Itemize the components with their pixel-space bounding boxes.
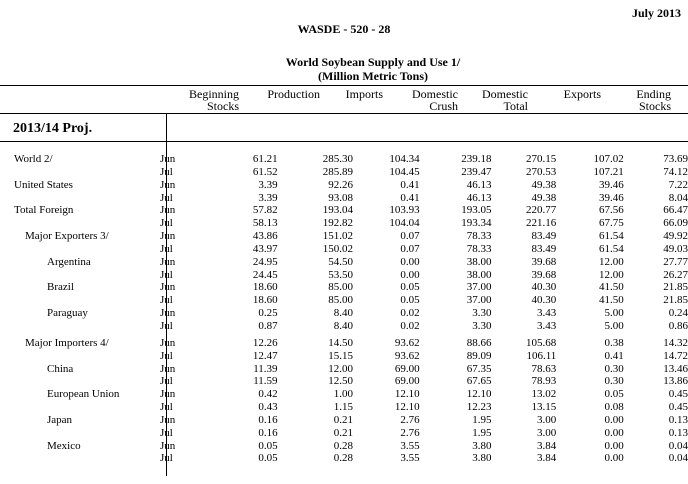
value-cell: 0.07 xyxy=(400,242,420,255)
header-line: Ending xyxy=(636,87,671,101)
value-cell: 24.95 xyxy=(252,255,278,268)
value-cell: 24.45 xyxy=(252,268,278,281)
value-cell: 14.50 xyxy=(328,336,354,349)
row-month: Jun xyxy=(160,153,176,165)
row-month: Jun xyxy=(160,255,176,268)
row-label xyxy=(0,375,160,388)
row-month: Jun xyxy=(160,388,176,401)
spacer-cell xyxy=(204,166,233,179)
header-line: Crush xyxy=(429,99,458,113)
row-label: Brazil xyxy=(47,281,74,294)
row-month: Jun xyxy=(160,281,176,294)
spacer-cell xyxy=(204,256,233,269)
value-cell: 41.50 xyxy=(598,294,624,307)
value-cell: 0.00 xyxy=(400,255,420,268)
value-cell: 40.30 xyxy=(531,294,557,307)
value-cell: 69.00 xyxy=(394,375,420,388)
value-cell: 0.25 xyxy=(258,307,278,320)
value-cell: 49.03 xyxy=(663,242,688,255)
value-cell: 0.87 xyxy=(258,319,278,332)
value-cell: 0.42 xyxy=(258,388,278,401)
value-cell: 12.23 xyxy=(466,401,492,414)
table-row xyxy=(0,320,688,333)
value-cell: 8.40 xyxy=(333,307,354,320)
value-cell: 88.66 xyxy=(466,336,492,349)
table-row xyxy=(0,414,688,427)
table-row xyxy=(0,401,688,414)
spacer-cell xyxy=(204,204,233,217)
value-cell: 3.30 xyxy=(472,307,492,320)
header-line: Stocks xyxy=(638,99,671,113)
value-cell: 13.02 xyxy=(531,388,557,401)
row-label xyxy=(0,243,160,256)
value-cell: 193.05 xyxy=(461,204,492,217)
spacer-cell xyxy=(204,427,233,440)
spacer-cell xyxy=(204,217,233,230)
value-cell: 14.32 xyxy=(663,336,688,349)
value-cell: 12.50 xyxy=(328,375,354,388)
value-cell: 66.09 xyxy=(663,217,688,230)
value-cell: 39.46 xyxy=(598,178,624,191)
value-cell: 0.86 xyxy=(668,319,688,332)
spacer-cell xyxy=(204,307,233,320)
row-label xyxy=(0,294,160,307)
value-cell: 1.15 xyxy=(333,401,354,414)
table-row xyxy=(0,350,688,363)
value-cell: 3.84 xyxy=(537,452,557,465)
value-cell: 8.04 xyxy=(668,191,688,204)
value-cell: 0.13 xyxy=(668,413,688,426)
value-cell: 0.43 xyxy=(258,401,278,414)
row-month: Jul xyxy=(160,294,173,307)
row-label: Mexico xyxy=(47,439,81,452)
value-cell: 285.30 xyxy=(322,153,354,165)
value-cell: 104.34 xyxy=(389,153,420,165)
value-cell: 0.41 xyxy=(400,191,420,204)
value-cell: 27.77 xyxy=(663,255,688,268)
value-cell: 69.00 xyxy=(394,362,420,375)
value-cell: 78.63 xyxy=(531,362,557,375)
value-cell: 93.62 xyxy=(394,349,420,362)
value-cell: 193.34 xyxy=(461,217,492,230)
value-cell: 285.89 xyxy=(322,165,354,178)
value-cell: 83.49 xyxy=(531,230,557,243)
value-cell: 13.46 xyxy=(663,362,688,375)
value-cell: 13.86 xyxy=(663,375,688,388)
row-month: Jul xyxy=(160,426,173,439)
row-month: Jun xyxy=(160,178,176,191)
value-cell: 2.76 xyxy=(400,413,420,426)
row-label xyxy=(0,166,160,179)
value-cell: 0.38 xyxy=(604,336,624,349)
value-cell: 38.00 xyxy=(466,268,492,281)
row-label: Japan xyxy=(47,413,73,426)
table-row xyxy=(0,269,688,282)
table-row xyxy=(0,243,688,256)
table-row xyxy=(0,427,688,440)
value-cell: 18.60 xyxy=(252,281,278,294)
value-cell: 89.09 xyxy=(466,349,492,362)
value-cell: 74.12 xyxy=(663,165,688,178)
header-bottom-rule xyxy=(0,113,688,114)
value-cell: 0.00 xyxy=(604,413,624,426)
section-rule xyxy=(0,141,688,142)
value-cell: 37.00 xyxy=(466,281,492,294)
value-cell: 12.26 xyxy=(252,336,278,349)
value-cell: 0.41 xyxy=(400,178,420,191)
header-top-rule xyxy=(0,85,688,86)
value-cell: 61.54 xyxy=(598,230,624,243)
spacer-cell xyxy=(204,320,233,333)
row-label: Argentina xyxy=(47,255,91,268)
value-cell: 14.72 xyxy=(663,349,688,362)
value-cell: 3.80 xyxy=(472,452,492,465)
value-cell: 0.21 xyxy=(333,413,354,426)
value-cell: 0.00 xyxy=(604,426,624,439)
row-label: United States xyxy=(14,178,73,191)
table-row xyxy=(0,281,688,294)
value-cell: 0.05 xyxy=(604,388,624,401)
table-row xyxy=(0,307,688,320)
value-cell: 12.47 xyxy=(252,349,278,362)
value-cell: 3.55 xyxy=(400,439,420,452)
value-cell: 3.84 xyxy=(537,439,557,452)
value-cell: 49.38 xyxy=(531,178,557,191)
value-cell: 57.82 xyxy=(252,204,278,217)
spacer-cell xyxy=(204,294,233,307)
soybean-table xyxy=(0,153,688,465)
value-cell: 61.54 xyxy=(598,242,624,255)
row-month: Jul xyxy=(160,319,173,332)
value-cell: 43.97 xyxy=(252,242,278,255)
value-cell: 38.00 xyxy=(466,255,492,268)
row-label: European Union xyxy=(47,388,120,401)
value-cell: 221.16 xyxy=(526,217,557,230)
value-cell: 43.86 xyxy=(252,230,278,243)
value-cell: 21.85 xyxy=(663,281,688,294)
value-cell: 1.95 xyxy=(472,413,492,426)
row-month: Jun xyxy=(160,336,176,349)
value-cell: 270.53 xyxy=(526,165,557,178)
row-month: Jul xyxy=(160,401,173,414)
row-label: Total Foreign xyxy=(14,204,74,217)
value-cell: 67.35 xyxy=(466,362,492,375)
value-cell: 0.41 xyxy=(604,349,624,362)
value-cell: 151.02 xyxy=(322,230,354,243)
table-subtitle: (Million Metric Tons) xyxy=(318,69,428,83)
value-cell: 105.68 xyxy=(526,336,557,349)
header-line: Exports xyxy=(563,87,601,101)
header-line: Stocks xyxy=(206,99,239,113)
value-cell: 0.05 xyxy=(400,281,420,294)
table-row xyxy=(0,230,688,243)
spacer-cell xyxy=(204,281,233,294)
header-exports xyxy=(540,88,601,100)
value-cell: 1.95 xyxy=(472,426,492,439)
value-cell: 39.46 xyxy=(598,191,624,204)
value-cell: 0.30 xyxy=(604,375,624,388)
value-cell: 0.28 xyxy=(333,439,354,452)
spacer-cell xyxy=(204,153,233,166)
value-cell: 12.10 xyxy=(466,388,492,401)
value-cell: 53.50 xyxy=(328,268,354,281)
value-cell: 12.10 xyxy=(394,401,420,414)
value-cell: 192.82 xyxy=(322,217,354,230)
row-month: Jul xyxy=(160,375,173,388)
value-cell: 0.28 xyxy=(333,452,354,465)
value-cell: 193.04 xyxy=(322,204,354,217)
value-cell: 0.16 xyxy=(258,426,278,439)
value-cell: 78.33 xyxy=(466,242,492,255)
value-cell: 3.80 xyxy=(472,439,492,452)
table-row xyxy=(0,452,688,465)
table-title: World Soybean Supply and Use 1/ xyxy=(285,55,461,69)
table-row xyxy=(0,217,688,230)
value-cell: 239.47 xyxy=(461,165,492,178)
value-cell: 220.77 xyxy=(526,204,557,217)
value-cell: 104.45 xyxy=(389,165,420,178)
value-cell: 1.00 xyxy=(333,388,354,401)
value-cell: 0.02 xyxy=(400,307,420,320)
row-label xyxy=(0,427,160,440)
value-cell: 0.00 xyxy=(400,268,420,281)
row-label xyxy=(0,269,160,282)
table-body xyxy=(0,153,688,465)
value-cell: 0.45 xyxy=(668,388,688,401)
spacer-cell xyxy=(204,350,233,363)
report-date: July 2013 xyxy=(632,6,682,20)
row-label xyxy=(0,401,160,414)
value-cell: 2.76 xyxy=(400,426,420,439)
value-cell: 0.02 xyxy=(400,319,420,332)
row-month: Jul xyxy=(160,268,173,281)
header-production xyxy=(240,88,320,100)
value-cell: 103.93 xyxy=(389,204,420,217)
table-row xyxy=(0,440,688,453)
value-cell: 107.02 xyxy=(593,153,624,165)
section-label: 2013/14 Proj. xyxy=(13,121,93,136)
value-cell: 67.56 xyxy=(598,204,624,217)
value-cell: 3.39 xyxy=(258,178,278,191)
spacer-cell xyxy=(204,230,233,243)
value-cell: 93.62 xyxy=(394,336,420,349)
header-imports xyxy=(320,88,383,100)
value-cell: 58.13 xyxy=(252,217,278,230)
value-cell: 0.04 xyxy=(668,439,688,452)
spacer-cell xyxy=(204,375,233,388)
value-cell: 12.00 xyxy=(598,268,624,281)
value-cell: 49.38 xyxy=(531,191,557,204)
value-cell: 46.13 xyxy=(466,178,492,191)
value-cell: 15.15 xyxy=(328,349,354,362)
header-line: Total xyxy=(503,99,528,113)
row-month: Jul xyxy=(160,165,173,178)
header-beginning-stocks xyxy=(168,88,239,112)
table-row xyxy=(0,363,688,376)
header-line: Domestic xyxy=(412,87,458,101)
value-cell: 5.00 xyxy=(604,307,624,320)
value-cell: 3.43 xyxy=(537,307,557,320)
value-cell: 11.59 xyxy=(253,375,278,388)
value-cell: 41.50 xyxy=(598,281,624,294)
value-cell: 61.52 xyxy=(252,165,278,178)
value-cell: 0.05 xyxy=(258,452,278,465)
row-month: Jun xyxy=(160,230,176,243)
table-row xyxy=(0,256,688,269)
row-month: Jul xyxy=(160,452,173,465)
row-label: World 2/ xyxy=(14,153,53,165)
value-cell: 3.00 xyxy=(537,426,557,439)
value-cell: 85.00 xyxy=(328,281,354,294)
value-cell: 0.05 xyxy=(258,439,278,452)
value-cell: 107.21 xyxy=(593,165,624,178)
value-cell: 104.04 xyxy=(389,217,420,230)
value-cell: 7.22 xyxy=(668,178,688,191)
value-cell: 18.60 xyxy=(252,294,278,307)
value-cell: 0.30 xyxy=(604,362,624,375)
table-row xyxy=(0,153,688,166)
value-cell: 67.75 xyxy=(598,217,624,230)
row-month: Jun xyxy=(160,439,176,452)
value-cell: 0.04 xyxy=(668,452,688,465)
value-cell: 3.43 xyxy=(537,319,557,332)
value-cell: 12.10 xyxy=(394,388,420,401)
value-cell: 12.00 xyxy=(598,255,624,268)
value-cell: 78.33 xyxy=(466,230,492,243)
value-cell: 3.00 xyxy=(537,413,557,426)
value-cell: 93.08 xyxy=(328,191,354,204)
row-month: Jul xyxy=(160,217,173,230)
value-cell: 8.40 xyxy=(333,319,354,332)
row-label: China xyxy=(47,362,74,375)
value-cell: 39.68 xyxy=(531,268,557,281)
row-label: Paraguay xyxy=(47,307,88,320)
row-month: Jun xyxy=(160,413,176,426)
value-cell: 3.39 xyxy=(258,191,278,204)
value-cell: 0.05 xyxy=(400,294,420,307)
table-row xyxy=(0,179,688,192)
row-month: Jul xyxy=(160,191,173,204)
row-label xyxy=(0,452,160,465)
value-cell: 54.50 xyxy=(328,255,354,268)
value-cell: 5.00 xyxy=(604,319,624,332)
value-cell: 0.07 xyxy=(400,230,420,243)
spacer-cell xyxy=(204,192,233,205)
header-domestic-total xyxy=(470,88,528,112)
spacer-cell xyxy=(204,452,233,465)
spacer-cell xyxy=(204,414,233,427)
value-cell: 85.00 xyxy=(328,294,354,307)
table-row xyxy=(0,388,688,401)
spacer-cell xyxy=(204,243,233,256)
spacer-cell xyxy=(204,388,233,401)
value-cell: 83.49 xyxy=(531,242,557,255)
row-month: Jul xyxy=(160,349,173,362)
value-cell: 73.69 xyxy=(663,153,688,165)
value-cell: 66.47 xyxy=(663,204,688,217)
spacer-cell xyxy=(204,337,233,350)
row-label: Major Importers 4/ xyxy=(25,336,109,349)
value-cell: 0.00 xyxy=(604,452,624,465)
value-cell: 67.65 xyxy=(466,375,492,388)
value-cell: 0.45 xyxy=(668,401,688,414)
header-domestic-crush xyxy=(390,88,458,112)
header-ending-stocks xyxy=(610,88,671,112)
value-cell: 3.30 xyxy=(472,319,492,332)
value-cell: 0.24 xyxy=(668,307,688,320)
row-label xyxy=(0,350,160,363)
table-row xyxy=(0,192,688,205)
value-cell: 0.16 xyxy=(258,413,278,426)
value-cell: 0.13 xyxy=(668,426,688,439)
table-row xyxy=(0,337,688,350)
row-month: Jun xyxy=(160,307,176,320)
value-cell: 270.15 xyxy=(526,153,557,165)
row-month: Jun xyxy=(160,204,176,217)
report-id: WASDE - 520 - 28 xyxy=(297,22,391,36)
value-cell: 13.15 xyxy=(531,401,557,414)
spacer-cell xyxy=(204,401,233,414)
spacer-cell xyxy=(204,440,233,453)
value-cell: 239.18 xyxy=(461,153,492,165)
spacer-cell xyxy=(204,269,233,282)
spacer-cell xyxy=(204,363,233,376)
row-label: Major Exporters 3/ xyxy=(25,230,109,243)
value-cell: 39.68 xyxy=(531,255,557,268)
header-line: Beginning xyxy=(189,87,239,101)
value-cell: 150.02 xyxy=(322,242,354,255)
value-cell: 61.21 xyxy=(252,153,278,165)
spacer-cell xyxy=(204,179,233,192)
value-cell: 11.39 xyxy=(253,362,278,375)
value-cell: 21.85 xyxy=(663,294,688,307)
value-cell: 0.00 xyxy=(604,439,624,452)
row-month: Jun xyxy=(160,362,176,375)
value-cell: 0.08 xyxy=(604,401,624,414)
value-cell: 0.21 xyxy=(333,426,354,439)
table-row xyxy=(0,375,688,388)
table-row xyxy=(0,166,688,179)
row-label xyxy=(0,320,160,333)
value-cell: 26.27 xyxy=(663,268,688,281)
value-cell: 37.00 xyxy=(466,294,492,307)
header-line: Domestic xyxy=(482,87,528,101)
value-cell: 12.00 xyxy=(328,362,354,375)
value-cell: 49.92 xyxy=(663,230,688,243)
table-row xyxy=(0,204,688,217)
header-line: Imports xyxy=(345,87,383,101)
row-label xyxy=(0,217,160,230)
value-cell: 40.30 xyxy=(531,281,557,294)
value-cell: 92.26 xyxy=(328,178,354,191)
value-cell: 106.11 xyxy=(526,349,557,362)
table-row xyxy=(0,294,688,307)
row-month: Jul xyxy=(160,242,173,255)
header-line: Production xyxy=(267,87,320,101)
value-cell: 3.55 xyxy=(400,452,420,465)
value-cell: 46.13 xyxy=(466,191,492,204)
value-cell: 78.93 xyxy=(531,375,557,388)
row-label xyxy=(0,192,160,205)
